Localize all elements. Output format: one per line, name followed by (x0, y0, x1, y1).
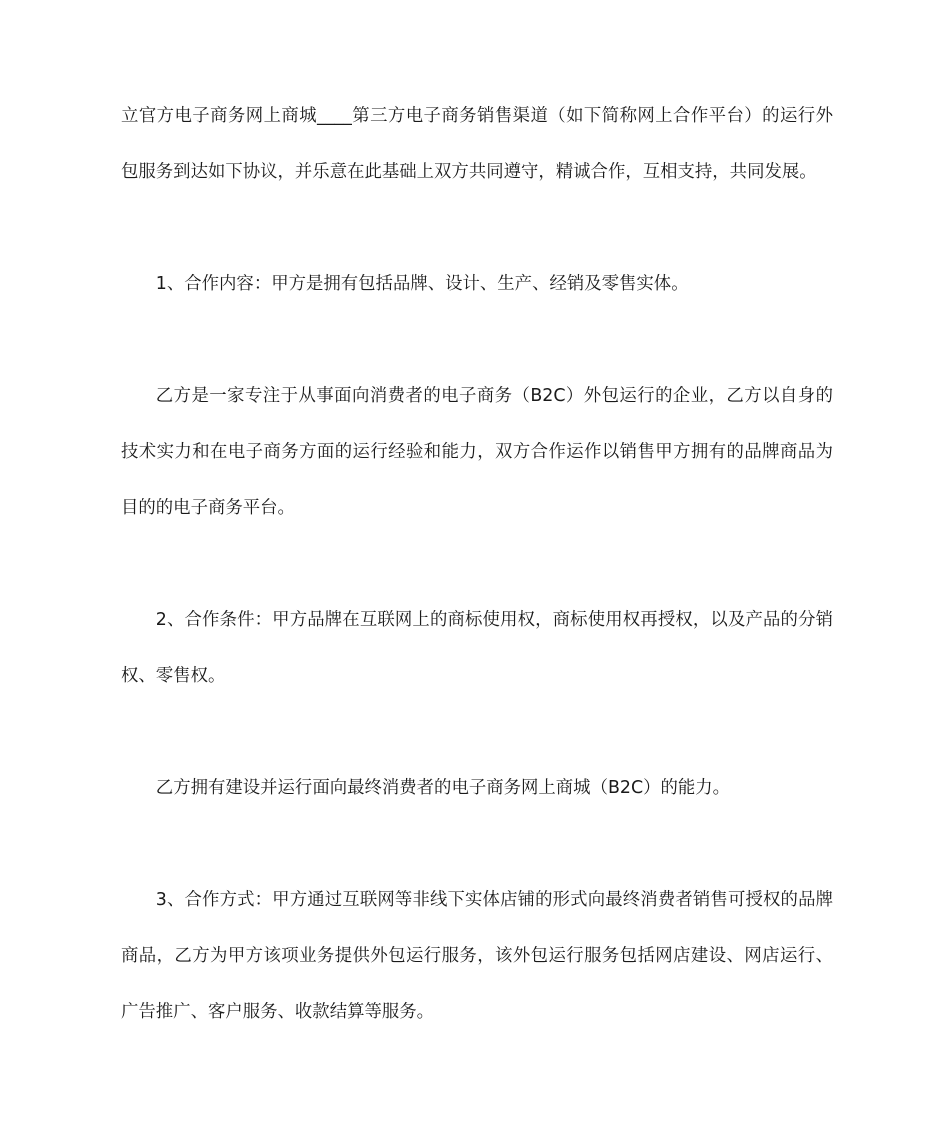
paragraph-preamble: 立官方电子商务网上商城____第三方电子商务销售渠道（如下简称网上合作平台）的运行外包服务到达如下协议，并乐意在此基础上双方共同遵守，精诚合作，互相支持，共同发展。 (121, 106, 833, 182)
paragraph-spacer (121, 536, 833, 592)
paragraph-spacer (121, 200, 833, 256)
paragraph-spacer (121, 312, 833, 368)
paragraph-clause-3-method: 3、合作方式：甲方通过互联网等非线下实体店铺的形式向最终消费者销售可授权的品牌商品，乙方为甲方该项业务提供外包运行服务，该外包运行服务包括网店建设、网店运行、广告推广、客户服务、收款结算等服务。 (121, 890, 833, 1022)
document-body (121, 88, 833, 1040)
paragraph-clause-2-conditions: 2、合作条件：甲方品牌在互联网上的商标使用权，商标使用权再授权，以及产品的分销权、零售权。 (121, 610, 833, 686)
paragraph-party-b-description: 乙方是一家专注于从事面向消费者的电子商务（B2C）外包运行的企业，乙方以自身的技术实力和在电子商务方面的运行经验和能力，双方合作运作以销售甲方拥有的品牌商品为目的的电子商务平台。 (121, 386, 833, 518)
paragraph-clause-1-content: 1、合作内容：甲方是拥有包括品牌、设计、生产、经销及零售实体。 (155, 274, 689, 294)
paragraph-party-b-capability: 乙方拥有建设并运行面向最终消费者的电子商务网上商城（B2C）的能力。 (155, 778, 731, 798)
paragraph-spacer (121, 704, 833, 760)
paragraph-spacer (121, 816, 833, 872)
